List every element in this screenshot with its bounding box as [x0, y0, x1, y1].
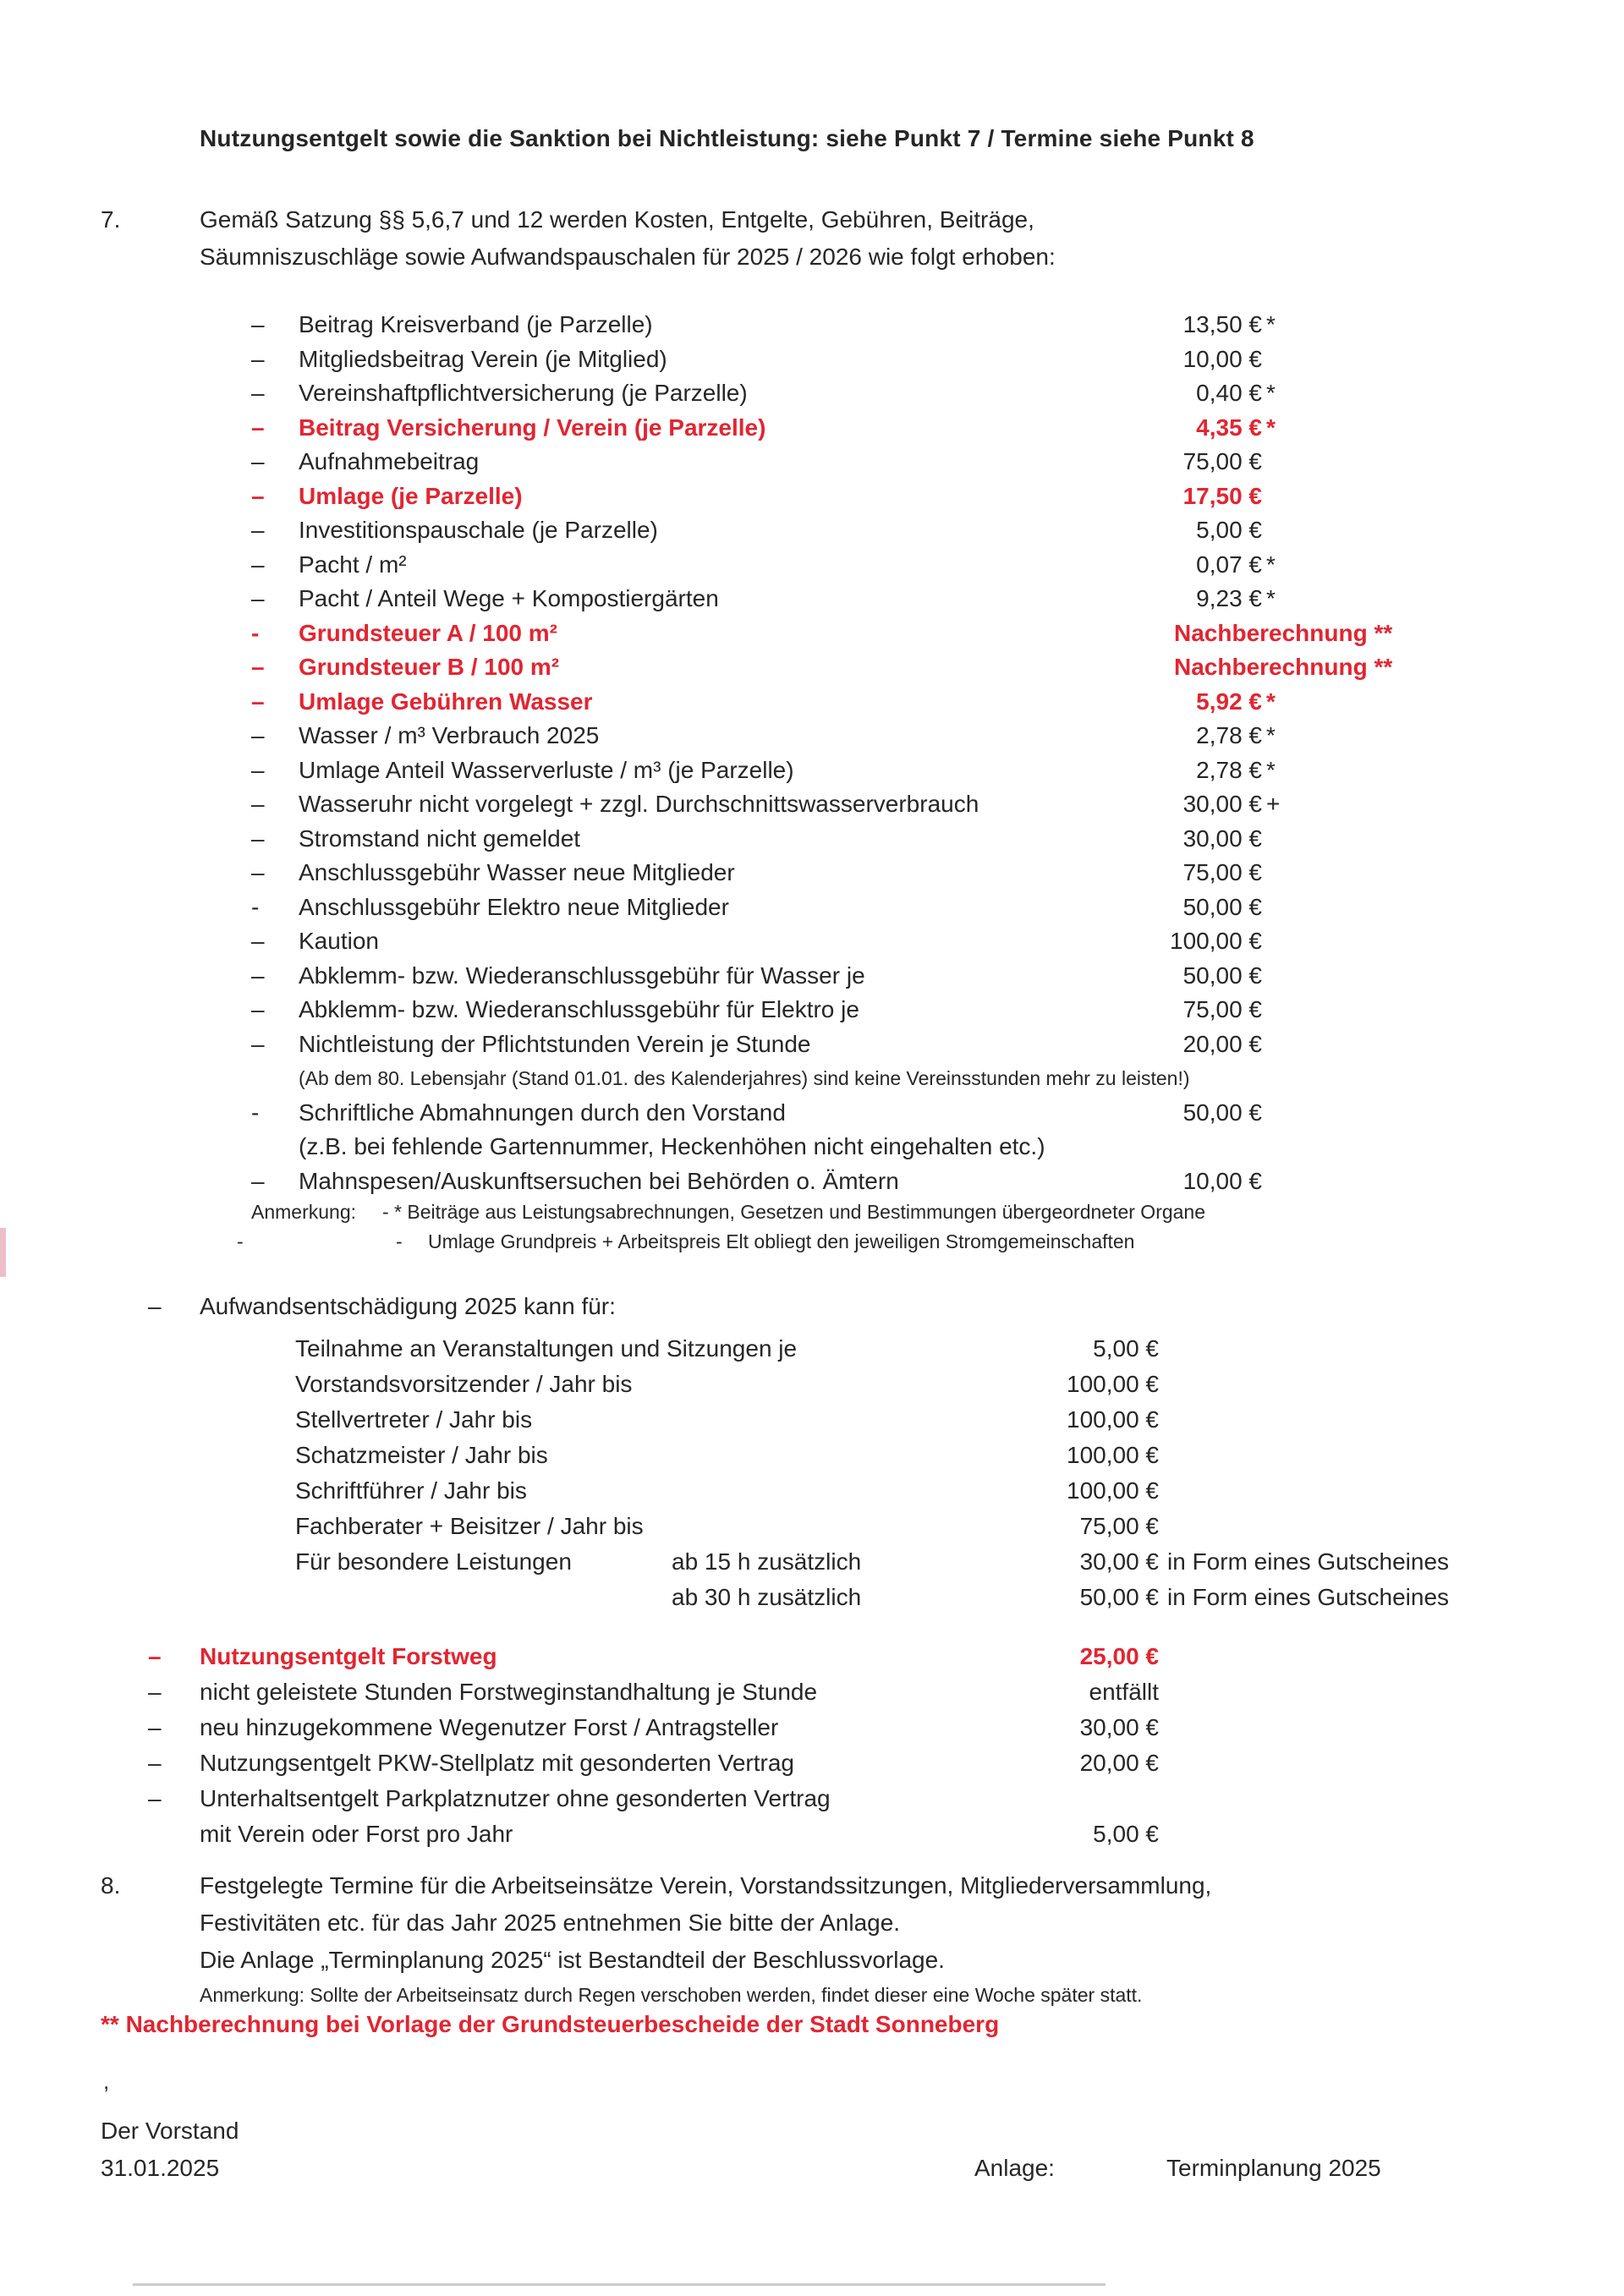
fee-dash: – — [251, 311, 265, 337]
fee-label: Kaution — [299, 928, 379, 954]
section-8-line3: Die Anlage „Terminplanung 2025“ ist Bestandteil der Beschlussvorlage. — [200, 1947, 945, 1973]
fee-dash: – — [251, 345, 265, 372]
fee-label: Pacht / m² — [299, 551, 407, 578]
allowance-special-row — [295, 1544, 1586, 1580]
allowance-label: Fachberater + Beisitzer / Jahr bis — [295, 1513, 644, 1539]
allowance-condition: ab 30 h zusätzlich — [672, 1584, 862, 1610]
allowance-suffix: in Form eines Gutscheines — [1167, 1548, 1450, 1575]
section-7-intro — [200, 201, 1056, 276]
fee-row — [251, 924, 1435, 959]
allowance-suffix — [1159, 1402, 1586, 1438]
fee-label: Schriftliche Abmahnungen durch den Vorstand — [299, 1099, 786, 1126]
fee-value-suffix — [1262, 856, 1313, 890]
allowance-value: 100,00 € — [1067, 1371, 1159, 1397]
fee-dash: – — [251, 791, 265, 817]
forst-label-line: mit Verein oder Forst pro Jahr — [200, 1821, 513, 1847]
allowance-suffix — [1159, 1473, 1586, 1509]
allowance-value: 30,00 € — [1079, 1548, 1159, 1575]
stray-mark: , — [103, 2069, 110, 2094]
fee-row — [251, 822, 1435, 857]
section-8-note: Anmerkung: Sollte der Arbeitseinsatz durch Regen verschoben werden, findet dieser eine Woche später statt. — [200, 1984, 1143, 2006]
fee-label: Beitrag Versicherung / Verein (je Parzelle) — [299, 414, 766, 441]
allowance-suffix — [1159, 1438, 1586, 1473]
remark-label: Anmerkung: — [251, 1201, 357, 1223]
fee-value: 30,00 € — [1182, 791, 1262, 817]
document-date: 31.01.2025 — [101, 2155, 220, 2181]
fee-value: 75,00 € — [1182, 996, 1262, 1022]
allowance-header — [148, 1289, 1586, 1324]
allowance-condition: ab 15 h zusätzlich — [672, 1548, 862, 1575]
fee-dash: - — [251, 619, 260, 646]
fee-label: Investitionspauschale (je Parzelle) — [299, 517, 658, 543]
forst-label — [200, 1745, 956, 1781]
fee-value-suffix — [1262, 1164, 1313, 1199]
forst-dash: – — [148, 1679, 162, 1705]
fee-value: Nachberechnung ** — [1174, 619, 1393, 646]
forst-label-line: neu hinzugekommene Wegenutzer Forst / Antragsteller — [200, 1714, 779, 1740]
fee-value-suffix — [1262, 822, 1313, 857]
fee-value: 10,00 € — [1182, 345, 1262, 372]
fee-row — [251, 582, 1435, 616]
forst-row — [148, 1710, 1586, 1745]
allowance-label: Vorstandsvorsitzender / Jahr bis — [295, 1371, 633, 1397]
forst-value: 5,00 € — [1093, 1821, 1159, 1847]
fee-dash: – — [251, 722, 265, 748]
fee-row — [251, 616, 1435, 651]
fee-label: Abklemm- bzw. Wiederanschlussgebühr für Wasser je — [299, 962, 865, 989]
fee-label: Beitrag Kreisverband (je Parzelle) — [299, 311, 653, 337]
fee-value: 20,00 € — [1182, 1030, 1262, 1057]
signature-line: Der Vorstand — [101, 2118, 239, 2144]
section-7-intro-line2: Säumniszuschläge sowie Aufwandspauschalen für 2025 / 2026 wie folgt erhoben: — [200, 244, 1056, 270]
fee-value-suffix: * — [1266, 756, 1276, 783]
allowance-label: Schatzmeister / Jahr bis — [295, 1442, 548, 1468]
forst-label — [200, 1674, 956, 1710]
fee-value-suffix — [1262, 513, 1313, 548]
fee-label: Umlage (je Parzelle) — [299, 482, 523, 509]
forst-label-line: Nutzungsentgelt Forstweg — [200, 1643, 497, 1669]
allowance-header-dash: – — [148, 1293, 162, 1319]
fee-value-suffix — [1262, 1027, 1313, 1062]
section-7-number: 7. — [101, 206, 121, 233]
fee-dash: - — [251, 1099, 260, 1126]
fee-value: 0,40 € — [1196, 380, 1262, 406]
scan-artifact-pink — [0, 1228, 6, 1277]
allowance-label-cell — [295, 1544, 905, 1580]
fee-label: Mahnspesen/Auskunftsersuchen bei Behörden o. Ämtern — [299, 1167, 899, 1194]
allowance-suffix: in Form eines Gutscheines — [1167, 1584, 1450, 1610]
allowance-label: Schriftführer / Jahr bis — [295, 1477, 527, 1504]
fee-note: (Ab dem 80. Lebensjahr (Stand 01.01. des Kalenderjahres) sind keine Vereinsstunden mehr zu leisten!) — [299, 1067, 1190, 1089]
fee-value-suffix — [1262, 890, 1313, 925]
fee-value: 2,78 € — [1196, 722, 1262, 748]
fee-dash: – — [251, 517, 265, 543]
fee-dash: – — [251, 825, 265, 852]
fee-dash: – — [251, 482, 265, 509]
allowance-row — [295, 1473, 1586, 1509]
remark-lead-dash: - — [237, 1230, 244, 1252]
fee-label: Pacht / Anteil Wege + Kompostiergärten — [299, 585, 719, 611]
forst-rows — [148, 1639, 1586, 1852]
forst-value: entfällt — [1089, 1679, 1159, 1705]
fee-value-suffix: * — [1266, 585, 1276, 611]
fee-value-suffix: * — [1266, 414, 1276, 441]
allowance-value: 100,00 € — [1067, 1477, 1159, 1504]
section-7 — [101, 201, 1056, 276]
allowance-header-text: Aufwandsentschädigung 2025 kann für: — [200, 1293, 616, 1319]
fee-row — [251, 376, 1435, 411]
fee-value: 5,92 € — [1196, 688, 1262, 715]
footer-row — [0, 2155, 1624, 2192]
remark-dash: - — [396, 1230, 403, 1252]
fee-value: 13,50 € — [1182, 311, 1262, 337]
section-8-text — [200, 1867, 1555, 1979]
fee-row — [251, 787, 1435, 822]
fee-value-suffix: * — [1266, 551, 1276, 578]
allowance-row — [295, 1438, 1586, 1473]
allowance-special-label: Für besondere Leistungen — [295, 1548, 572, 1575]
fee-label: Abklemm- bzw. Wiederanschlussgebühr für Elektro je — [299, 996, 859, 1022]
fee-label: Vereinshaftpflichtversicherung (je Parzelle) — [299, 380, 748, 406]
fee-dash: – — [251, 380, 265, 406]
forst-label-line: Unterhaltsentgelt Parkplatznutzer ohne gesonderten Vertrag — [200, 1785, 831, 1811]
allowance-label: Teilnahme an Veranstaltungen und Sitzungen je — [295, 1335, 798, 1362]
fee-value: 17,50 € — [1182, 482, 1262, 509]
allowance-suffix — [1159, 1367, 1586, 1402]
fee-value-suffix — [1262, 479, 1313, 514]
fee-note: (z.B. bei fehlende Gartennummer, Heckenhöhen nicht eingehalten etc.) — [299, 1133, 1045, 1159]
fee-row — [251, 685, 1435, 720]
forst-row — [148, 1639, 1586, 1674]
forst-dash: – — [148, 1750, 162, 1776]
fee-value-suffix — [1262, 1096, 1313, 1131]
scan-artifact-line — [133, 2283, 1106, 2286]
fee-row — [251, 308, 1435, 342]
forst-dash: – — [148, 1643, 162, 1669]
fee-remark-line1 — [237, 1197, 1506, 1227]
section-7-intro-line1: Gemäß Satzung §§ 5,6,7 und 12 werden Kosten, Entgelte, Gebühren, Beiträge, — [200, 206, 1034, 233]
section-8-number: 8. — [101, 1872, 121, 1899]
fee-label: Wasser / m³ Verbrauch 2025 — [299, 722, 600, 748]
fee-value: 2,78 € — [1196, 756, 1262, 783]
forst-label — [200, 1710, 956, 1745]
allowance-row — [295, 1367, 1586, 1402]
fee-value: 75,00 € — [1182, 859, 1262, 885]
forst-label-line: Nutzungsentgelt PKW-Stellplatz mit gesonderten Vertrag — [200, 1750, 794, 1776]
fee-value: 10,00 € — [1182, 1167, 1262, 1194]
forst-row — [148, 1674, 1586, 1710]
forst-row — [148, 1781, 1586, 1852]
fee-dash: – — [251, 688, 265, 715]
remark-text-2: Umlage Grundpreis + Arbeitspreis Elt obliegt den jeweiligen Stromgemeinschaften — [428, 1230, 1135, 1252]
fee-remarks — [237, 1197, 1506, 1257]
fee-dash: – — [251, 756, 265, 783]
fee-row — [251, 719, 1435, 753]
fee-value-suffix: + — [1266, 791, 1281, 817]
forst-value: 30,00 € — [1079, 1714, 1159, 1740]
fee-dash: – — [251, 928, 265, 954]
fee-row — [251, 342, 1435, 377]
fee-remark-line2 — [237, 1227, 1506, 1257]
fee-label: Stromstand nicht gemeldet — [299, 825, 581, 852]
allowance-label: Stellvertreter / Jahr bis — [295, 1406, 533, 1433]
allowance-value: 100,00 € — [1067, 1406, 1159, 1433]
grundsteuer-footnote: ** Nachberechnung bei Vorlage der Grundsteuerbescheide der Stadt Sonneberg — [101, 2011, 1000, 2037]
forst-dash: – — [148, 1785, 162, 1811]
allowance-suffix — [1159, 1331, 1586, 1367]
fee-row — [251, 890, 1435, 925]
allowance-value: 50,00 € — [1079, 1584, 1159, 1610]
fee-dash: – — [251, 1167, 265, 1194]
fee-value-suffix: * — [1266, 722, 1276, 748]
fee-list — [251, 308, 1435, 1198]
fee-value-suffix — [1262, 445, 1313, 479]
fee-value-suffix — [1262, 342, 1313, 377]
allowance-special-row — [295, 1580, 1586, 1615]
fee-row — [251, 548, 1435, 583]
fee-dash: – — [251, 859, 265, 885]
fee-value: 30,00 € — [1182, 825, 1262, 852]
anlage-value: Terminplanung 2025 — [1166, 2155, 1381, 2181]
forst-label — [200, 1639, 956, 1674]
fee-row — [251, 959, 1435, 994]
anlage-label: Anlage: — [974, 2155, 1055, 2181]
fee-value: 4,35 € — [1196, 414, 1262, 441]
fee-dash: – — [251, 962, 265, 989]
allowance-value: 5,00 € — [1093, 1335, 1159, 1362]
allowance-row — [295, 1402, 1586, 1438]
fee-dash: – — [251, 1030, 265, 1057]
fee-dash: – — [251, 585, 265, 611]
fee-dash: – — [251, 654, 265, 680]
fee-dash: - — [251, 893, 260, 920]
allowance-section — [148, 1289, 1586, 1615]
section-8-line1: Festgelegte Termine für die Arbeitseinsätze Verein, Vorstandssitzungen, Mitgliederversammlung, — [200, 1872, 1212, 1899]
forst-value: 20,00 € — [1079, 1750, 1159, 1776]
fee-label: Umlage Gebühren Wasser — [299, 688, 593, 715]
allowance-value: 100,00 € — [1067, 1442, 1159, 1468]
fee-value: 50,00 € — [1182, 1099, 1262, 1126]
allowance-rows — [295, 1331, 1586, 1615]
fee-row — [251, 479, 1435, 514]
forst-dash: – — [148, 1714, 162, 1740]
section-8-line2: Festivitäten etc. für das Jahr 2025 entnehmen Sie bitte der Anlage. — [200, 1910, 901, 1936]
fee-label: Grundsteuer A / 100 m² — [299, 619, 558, 646]
fee-row — [251, 753, 1435, 788]
fee-row — [251, 1164, 1435, 1199]
fee-label: Anschlussgebühr Wasser neue Mitglieder — [299, 859, 735, 885]
fee-value-suffix — [1262, 959, 1313, 994]
allowance-label-cell — [295, 1580, 905, 1615]
fee-row — [251, 445, 1435, 479]
fee-row — [251, 1027, 1435, 1062]
fee-row — [251, 513, 1435, 548]
fee-value-suffix: * — [1266, 311, 1276, 337]
fee-value: 0,07 € — [1196, 551, 1262, 578]
allowance-suffix — [1159, 1509, 1586, 1544]
allowance-value: 75,00 € — [1079, 1513, 1159, 1539]
fee-dash: – — [251, 996, 265, 1022]
forst-row — [148, 1745, 1586, 1781]
fee-value: 5,00 € — [1196, 517, 1262, 543]
fee-value: Nachberechnung ** — [1174, 654, 1393, 680]
fee-value-suffix: * — [1266, 380, 1276, 406]
fee-value: 100,00 € — [1170, 928, 1262, 954]
fee-dash: – — [251, 448, 265, 474]
fee-row — [251, 856, 1435, 890]
forst-value: 25,00 € — [1079, 1643, 1159, 1669]
fee-label: Anschlussgebühr Elektro neue Mitglieder — [299, 893, 729, 920]
forst-label — [200, 1781, 956, 1852]
fee-value: 75,00 € — [1182, 448, 1262, 474]
fee-row — [251, 993, 1435, 1027]
remark-text-1: - * Beiträge aus Leistungsabrechnungen, Gesetzen und Bestimmungen übergeordneter Organe — [382, 1201, 1206, 1223]
fee-value: 9,23 € — [1196, 585, 1262, 611]
fee-value: 50,00 € — [1182, 893, 1262, 920]
fee-label: Wasseruhr nicht vorgelegt + zzgl. Durchschnittswasserverbrauch — [299, 791, 979, 817]
fee-value: 50,00 € — [1182, 962, 1262, 989]
document-title: Nutzungsentgelt sowie die Sanktion bei Nichtleistung: siehe Punkt 7 / Termine siehe Punkt 8 — [200, 125, 1254, 151]
allowance-row — [295, 1509, 1586, 1544]
forst-label-line: nicht geleistete Stunden Forstweginstandhaltung je Stunde — [200, 1679, 818, 1705]
fee-dash: – — [251, 414, 265, 441]
fee-label: Nichtleistung der Pflichtstunden Verein je Stunde — [299, 1030, 811, 1057]
fee-value-suffix: * — [1266, 688, 1276, 715]
fee-label: Grundsteuer B / 100 m² — [299, 654, 560, 680]
fee-row — [251, 650, 1435, 685]
fee-value-suffix — [1262, 924, 1313, 959]
fee-dash: – — [251, 551, 265, 578]
fee-label: Mitgliedsbeitrag Verein (je Mitglied) — [299, 345, 667, 372]
section-8 — [101, 1867, 1555, 2009]
fee-value-suffix — [1262, 993, 1313, 1027]
fee-row — [251, 411, 1435, 446]
allowance-row — [295, 1331, 1586, 1367]
fee-label: Umlage Anteil Wasserverluste / m³ (je Parzelle) — [299, 756, 794, 783]
fee-label: Aufnahmebeitrag — [299, 448, 480, 474]
fee-row — [251, 1096, 1435, 1131]
